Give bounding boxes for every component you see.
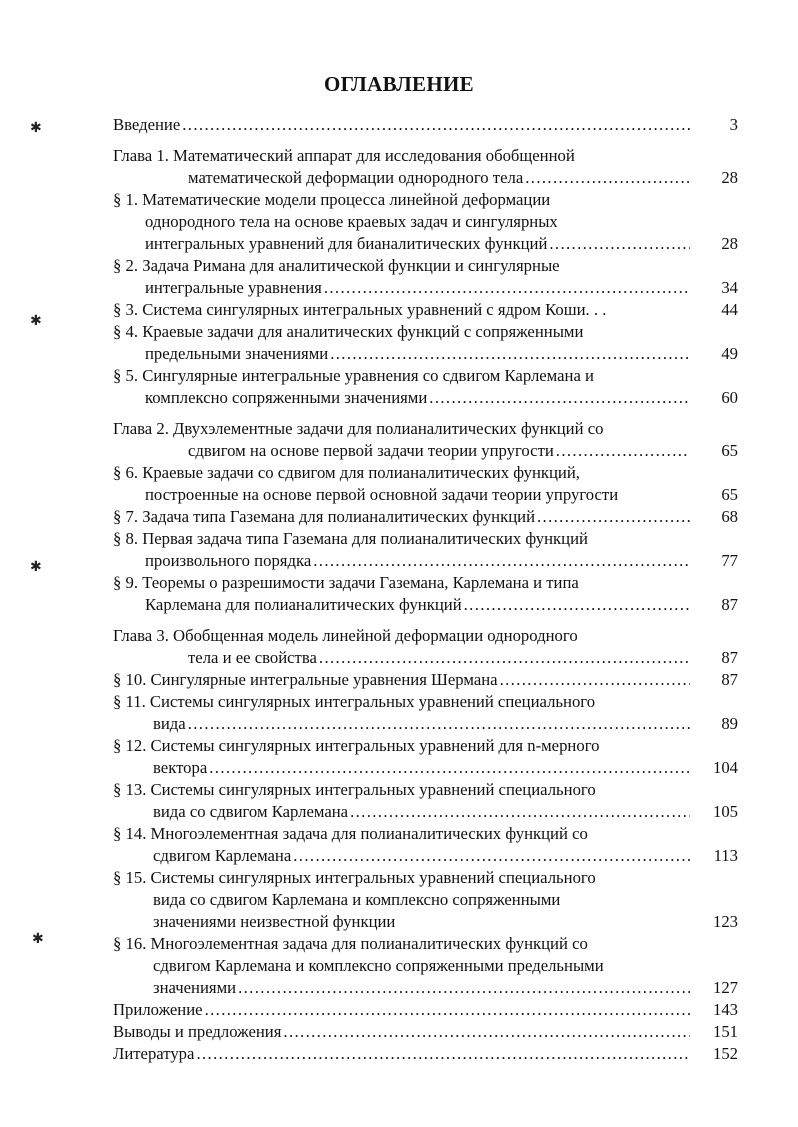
toc-line [113, 387, 738, 409]
dot-leader [196, 1043, 690, 1065]
toc-entry-text: построенные на основе первой основной задачи теории упругости [145, 485, 619, 504]
toc-entry-text: Карлемана для полианалитических функций [145, 595, 462, 614]
toc-entry-text: математической деформации однородного тела [188, 168, 524, 187]
toc-entry-text: Глава 3. Обобщенная модель линейной деформации однородного [113, 626, 578, 645]
toc-line [113, 801, 738, 823]
toc-line [113, 211, 738, 233]
toc-entry-text: § 2. Задача Римана для аналитической функции и сингулярные [113, 256, 560, 275]
page-number: 143 [712, 1000, 738, 1019]
toc-entry [113, 933, 738, 999]
page-number: 87 [721, 595, 738, 614]
page-number: 89 [721, 714, 738, 733]
toc-entry-text: § 14. Многоэлементная задача для полианалитических функций со [113, 824, 588, 843]
toc-line [113, 365, 738, 387]
page-number: 28 [721, 168, 738, 187]
toc-line [113, 977, 738, 999]
toc-entry-text: § 9. Теоремы о разрешимости задачи Газемана, Карлемана и типа [113, 573, 579, 592]
toc-line [113, 625, 738, 647]
toc-line [113, 506, 738, 528]
toc-line [113, 572, 738, 594]
toc-line [113, 114, 738, 136]
page-number: 34 [721, 278, 738, 297]
dot-leader [205, 999, 690, 1021]
dot-leader [209, 757, 690, 779]
margin-mark-icon: ✱ [30, 121, 42, 136]
dot-leader [464, 594, 690, 616]
toc-line [113, 757, 738, 779]
toc-entry-text: § 6. Краевые задачи со сдвигом для полианалитических функций, [113, 463, 580, 482]
toc-line [113, 889, 738, 911]
toc-entry [113, 823, 738, 867]
toc-entry-text: тела и ее свойства [188, 648, 317, 667]
page-number: 151 [712, 1022, 738, 1041]
toc-line [113, 484, 738, 506]
toc-line [113, 647, 738, 669]
toc-line [113, 823, 738, 845]
toc-entry [113, 779, 738, 823]
dot-leader [324, 277, 690, 299]
toc-entry [113, 189, 738, 255]
toc-line [113, 735, 738, 757]
toc-line [113, 255, 738, 277]
page-number: 44 [721, 300, 738, 319]
dot-leader [283, 1021, 690, 1043]
toc-entry-text: предельными значениями [145, 344, 329, 363]
toc-line [113, 233, 738, 255]
toc-entry-text: § 1. Математические модели процесса линейной деформации [113, 190, 551, 209]
toc-entry-text: сдвигом Карлемана [153, 846, 292, 865]
toc-line [113, 145, 738, 167]
dot-leader [350, 801, 690, 823]
toc-entry-text: интегральных уравнений для бианалитических функций [145, 234, 548, 253]
page-number: 77 [721, 551, 738, 570]
toc-entry-text: Глава 1. Математический аппарат для исследования обобщенной [113, 146, 575, 165]
dot-leader [500, 669, 690, 691]
toc-entry [113, 418, 738, 462]
toc-entry-text: § 10. Сингулярные интегральные уравнения Шермана [113, 670, 498, 689]
toc-entry [113, 255, 738, 299]
toc-line [113, 691, 738, 713]
toc-line [113, 550, 738, 572]
toc-entry-text: вида со сдвигом Карлемана и комплексно сопряженными [153, 890, 561, 909]
toc-entry [113, 999, 738, 1021]
toc-line [113, 440, 738, 462]
toc-line [113, 911, 738, 933]
toc-entry-text: § 12. Системы сингулярных интегральных уравнений для n-мерного [113, 736, 600, 755]
toc-entry-text: Глава 2. Двухэлементные задачи для полианалитических функций со [113, 419, 604, 438]
toc-entry-text: § 7. Задача типа Газемана для полианалитических функций [113, 507, 535, 526]
toc-entry [113, 462, 738, 506]
toc-line [113, 1043, 738, 1065]
page-number: 104 [712, 758, 738, 777]
margin-mark-icon: ✱ [32, 932, 44, 947]
margin-mark-icon: ✱ [30, 314, 42, 329]
toc-entry [113, 669, 738, 691]
toc-entry-text: комплексно сопряженными значениями [145, 388, 428, 407]
page-title: ОГЛАВЛЕНИЕ [324, 72, 474, 96]
toc-line [113, 845, 738, 867]
toc-entry-text: произвольного порядка [145, 551, 312, 570]
dot-leader [238, 977, 690, 999]
toc-line [113, 955, 738, 977]
toc-line [113, 669, 738, 691]
page-number: 65 [721, 485, 738, 504]
dot-leader [188, 713, 690, 735]
page-number: 68 [721, 507, 738, 526]
toc-entry-text: Приложение [113, 1000, 203, 1019]
page-number: 105 [712, 802, 738, 821]
toc-line [113, 933, 738, 955]
page-number: 127 [712, 978, 738, 997]
toc-entry-text: § 5. Сингулярные интегральные уравнения со сдвигом Карлемана и [113, 366, 594, 385]
dot-leader [525, 167, 690, 189]
toc-entry-text: Выводы и предложения [113, 1022, 282, 1041]
toc-entry [113, 528, 738, 572]
toc-entry-text: § 11. Системы сингулярных интегральных уравнений специального [113, 692, 596, 711]
dot-leader [556, 440, 690, 462]
toc-entry [113, 506, 738, 528]
toc-line [113, 189, 738, 211]
toc-line [113, 321, 738, 343]
toc-entry-text: вида [153, 714, 186, 733]
dot-leader [549, 233, 690, 255]
page-number: 113 [713, 846, 738, 865]
toc-entry [113, 625, 738, 669]
margin-mark-icon: ✱ [30, 560, 42, 575]
toc-entry [113, 1021, 738, 1043]
toc-line [113, 594, 738, 616]
page-number: 87 [721, 670, 738, 689]
toc-line [113, 867, 738, 889]
toc-entry [113, 691, 738, 735]
toc-entry [113, 735, 738, 779]
toc-entry-text: значениями [153, 978, 237, 997]
toc-line [113, 167, 738, 189]
toc-entry-text: вектора [153, 758, 208, 777]
table-of-contents [113, 114, 738, 1065]
dot-leader [319, 647, 690, 669]
toc-entry-text: сдвигом Карлемана и комплексно сопряженными предельными [153, 956, 604, 975]
toc-entry [113, 1043, 738, 1065]
toc-entry-text: интегральные уравнения [145, 278, 322, 297]
page-number: 65 [721, 441, 738, 460]
toc-line [113, 528, 738, 550]
page-number: 123 [712, 912, 738, 931]
toc-entry-text: вида со сдвигом Карлемана [153, 802, 349, 821]
toc-entry-text: сдвигом на основе первой задачи теории упругости [188, 441, 554, 460]
toc-entry [113, 572, 738, 616]
toc-entry-text: § 3. Система сингулярных интегральных уравнений с ядром Коши. . . [113, 300, 607, 319]
dot-leader [182, 114, 690, 136]
toc-line [113, 999, 738, 1021]
toc-entry-text: значениями неизвестной функции [153, 912, 396, 931]
page-number: 152 [712, 1044, 738, 1063]
dot-leader [313, 550, 690, 572]
toc-line [113, 1021, 738, 1043]
dot-leader [429, 387, 690, 409]
toc-entry [113, 321, 738, 365]
toc-entry-text: § 15. Системы сингулярных интегральных уравнений специального [113, 868, 596, 887]
dot-leader [537, 506, 690, 528]
dot-leader [293, 845, 690, 867]
page-number: 3 [729, 115, 738, 134]
toc-entry [113, 365, 738, 409]
toc-line [113, 343, 738, 365]
toc-line [113, 713, 738, 735]
toc-entry-text: Литература [113, 1044, 195, 1063]
toc-entry [113, 867, 738, 933]
dot-leader [330, 343, 690, 365]
toc-entry [113, 114, 738, 136]
toc-line [113, 418, 738, 440]
toc-line [113, 277, 738, 299]
page-number: 60 [721, 388, 738, 407]
toc-entry [113, 145, 738, 189]
toc-entry-text: § 16. Многоэлементная задача для полианалитических функций со [113, 934, 588, 953]
page-number: 28 [721, 234, 738, 253]
toc-entry-text: § 4. Краевые задачи для аналитических функций с сопряженными [113, 322, 584, 341]
toc-line [113, 462, 738, 484]
toc-entry-text: § 8. Первая задача типа Газемана для полианалитических функций [113, 529, 588, 548]
toc-line [113, 299, 738, 321]
toc-entry-text: Введение [113, 115, 181, 134]
page-number: 49 [721, 344, 738, 363]
toc-entry-text: однородного тела на основе краевых задач и сингулярных [145, 212, 558, 231]
toc-entry-text: § 13. Системы сингулярных интегральных уравнений специального [113, 780, 596, 799]
toc-line [113, 779, 738, 801]
page-number: 87 [721, 648, 738, 667]
toc-entry [113, 299, 738, 321]
